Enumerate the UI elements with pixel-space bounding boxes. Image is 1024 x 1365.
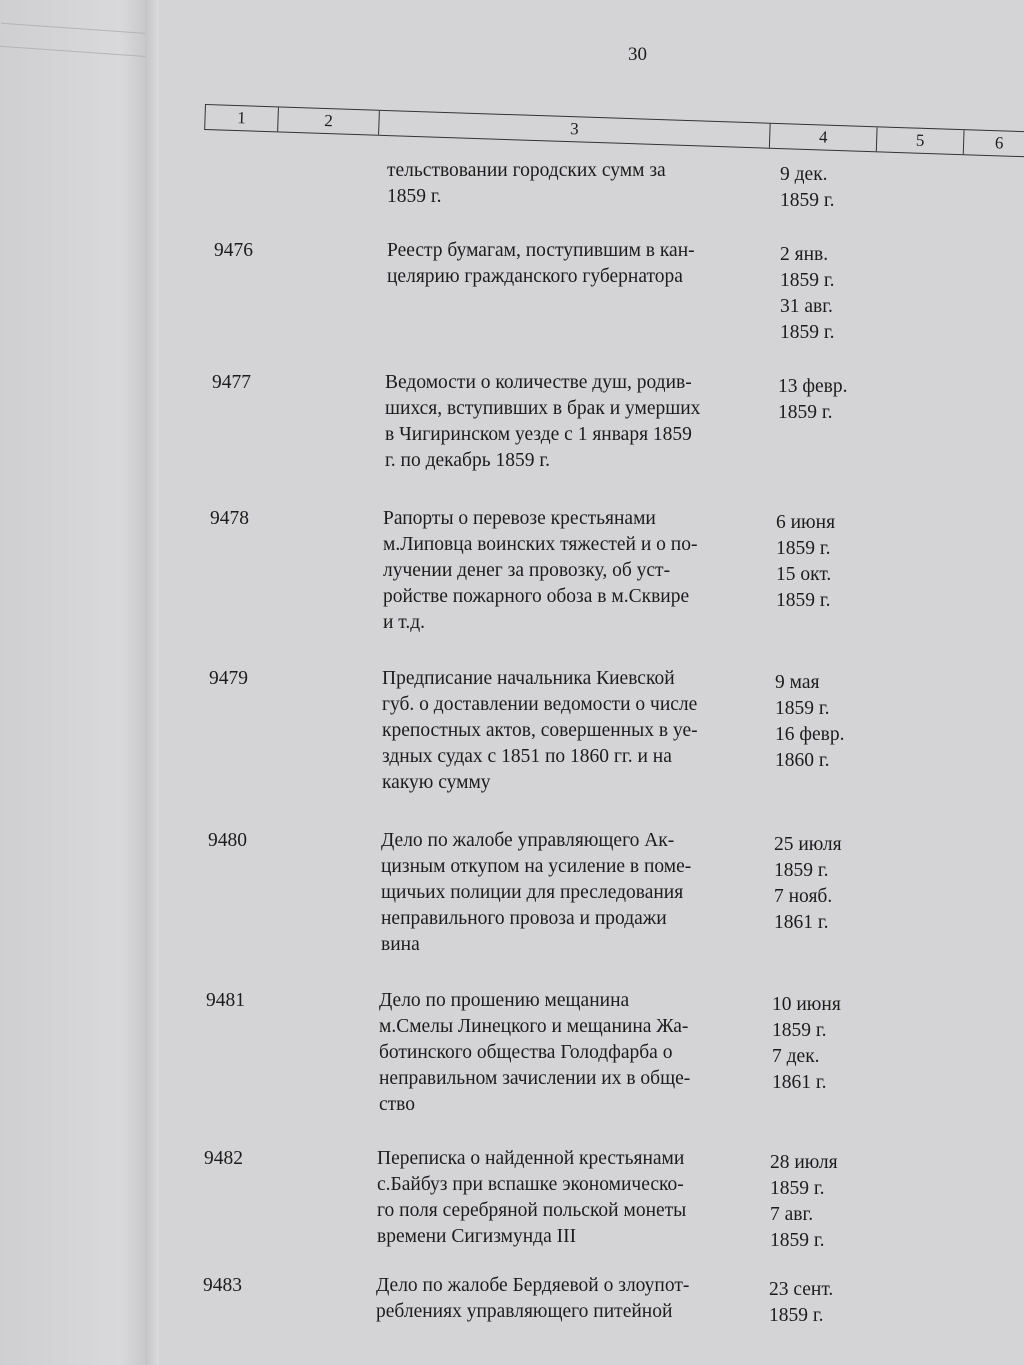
description-line: в Чигиринском уезде с 1 января 1859 [385, 424, 692, 445]
date-line: 16 февр. [775, 724, 845, 745]
header-col-3: 3 [379, 111, 771, 148]
date-line: 10 июня [772, 994, 841, 1015]
date-line: 1859 г. [770, 1178, 825, 1199]
description-line: Дело по жалобе управляющего Ак- [381, 830, 675, 851]
description-line: м.Липовца воинских тяжестей и о по- [383, 534, 698, 555]
record-number: 9483 [203, 1275, 242, 1296]
record-number: 9478 [210, 508, 249, 529]
header-col-1: 1 [205, 105, 279, 131]
record-description [387, 238, 767, 290]
date-line: 28 июля [770, 1152, 838, 1173]
description-line: Предписание начальника Киевской [382, 668, 675, 689]
description-line: целярию гражданского губернатора [387, 266, 683, 287]
date-line: 2 янв. [780, 244, 829, 265]
record-dates [780, 242, 880, 346]
date-line: 7 дек. [772, 1046, 820, 1067]
record-description [385, 370, 765, 474]
record-dates [775, 670, 875, 774]
record-dates [770, 1150, 870, 1254]
description-line: лучении денег за провозку, об уст- [383, 560, 671, 581]
description-line: вина [381, 934, 420, 955]
date-line: 1860 г. [775, 750, 830, 771]
header-col-2: 2 [278, 107, 380, 134]
description-line: ройстве пожарного обоза в м.Сквире [383, 586, 690, 607]
record-dates [769, 1277, 869, 1329]
description-line: го поля серебряной польской монеты [377, 1200, 687, 1221]
date-line: 1859 г. [778, 402, 833, 423]
description-line: Дело по прошению мещанина [379, 990, 630, 1011]
header-col-5: 5 [877, 127, 965, 154]
record-number: 9482 [204, 1148, 243, 1169]
description-line: Реестр бумагам, поступившим в кан- [387, 240, 695, 261]
date-line: 23 сент. [769, 1279, 834, 1300]
date-line: 1859 г. [772, 1020, 827, 1041]
record-description [383, 506, 763, 636]
date-line: 25 июля [774, 834, 842, 855]
record-dates [774, 832, 874, 936]
record-number: 9477 [212, 372, 251, 393]
description-line: ботинского общества Голодфарба о [379, 1042, 673, 1063]
record-description [377, 1146, 757, 1250]
date-line: 9 мая [775, 672, 820, 693]
date-line: 15 окт. [776, 564, 832, 585]
date-line: 6 июня [776, 512, 836, 533]
description-line: шихся, вступивших в брак и умерших [385, 398, 701, 419]
record-description [376, 1273, 756, 1325]
description-line: губ. о доставлении ведомости о числе [382, 694, 698, 715]
description-line: тельствовании городских сумм за [387, 160, 666, 181]
record-dates [780, 162, 880, 214]
description-line: м.Смелы Линецкого и мещанина Жа- [379, 1016, 689, 1037]
description-line: какую сумму [382, 772, 491, 793]
table-header [204, 104, 1024, 158]
description-line: Переписка о найденной крестьянами [377, 1148, 685, 1169]
date-line: 1859 г. [770, 1230, 825, 1251]
date-line: 1859 г. [776, 538, 831, 559]
record-description [379, 988, 759, 1118]
record-number: 9481 [206, 990, 245, 1011]
description-line: Ведомости о количестве душ, родив- [385, 372, 692, 393]
record-dates [772, 992, 872, 1096]
description-line: цизным откупом на усиление в поме- [381, 856, 692, 877]
description-line: неправильном зачислении их в обще- [379, 1068, 691, 1089]
header-col-4: 4 [770, 124, 878, 152]
description-line: и т.д. [383, 612, 426, 633]
date-line: 7 нояб. [774, 886, 833, 907]
description-line: ство [379, 1094, 416, 1115]
facing-page-table-header [0, 23, 151, 57]
page-number: 30 [628, 44, 647, 65]
date-line: 9 дек. [780, 164, 828, 185]
record-description [382, 666, 762, 796]
description-line: г. по декабрь 1859 г. [385, 450, 551, 471]
date-line: 1859 г. [775, 698, 830, 719]
description-line: Дело по жалобе Бердяевой о злоупот- [376, 1275, 690, 1296]
record-description [387, 158, 767, 210]
record-dates [776, 510, 876, 614]
date-line: 1859 г. [780, 270, 835, 291]
date-line: 31 авг. [780, 296, 833, 317]
record-dates [778, 374, 878, 426]
date-line: 1859 г. [780, 322, 835, 343]
description-line: крепостных актов, совершенных в уе- [382, 720, 698, 741]
description-line: 1859 г. [387, 186, 442, 207]
description-line: здных судах с 1851 по 1860 гг. и на [382, 746, 672, 767]
record-number: 9476 [214, 240, 253, 261]
facing-page [0, 0, 150, 1365]
date-line: 1859 г. [780, 190, 835, 211]
description-line: с.Байбуз при вспашке экономическо- [377, 1174, 684, 1195]
description-line: неправильного провоза и продажи [381, 908, 667, 929]
record-number: 9479 [209, 668, 248, 689]
date-line: 1859 г. [776, 590, 831, 611]
date-line: 1861 г. [772, 1072, 827, 1093]
record-description [381, 828, 761, 958]
date-line: 1861 г. [774, 912, 829, 933]
record-number: 9480 [208, 830, 247, 851]
description-line: щичьих полиции для преследования [381, 882, 684, 903]
header-col-6: 6 [964, 130, 1024, 156]
date-line: 1859 г. [774, 860, 829, 881]
page-fold [145, 0, 159, 1365]
description-line: Рапорты о перевозе крестьянами [383, 508, 656, 529]
description-line: времени Сигизмунда III [377, 1226, 577, 1247]
date-line: 1859 г. [769, 1305, 824, 1326]
date-line: 13 февр. [778, 376, 848, 397]
date-line: 7 авг. [770, 1204, 814, 1225]
description-line: реблениях управляющего питейной [376, 1301, 673, 1322]
